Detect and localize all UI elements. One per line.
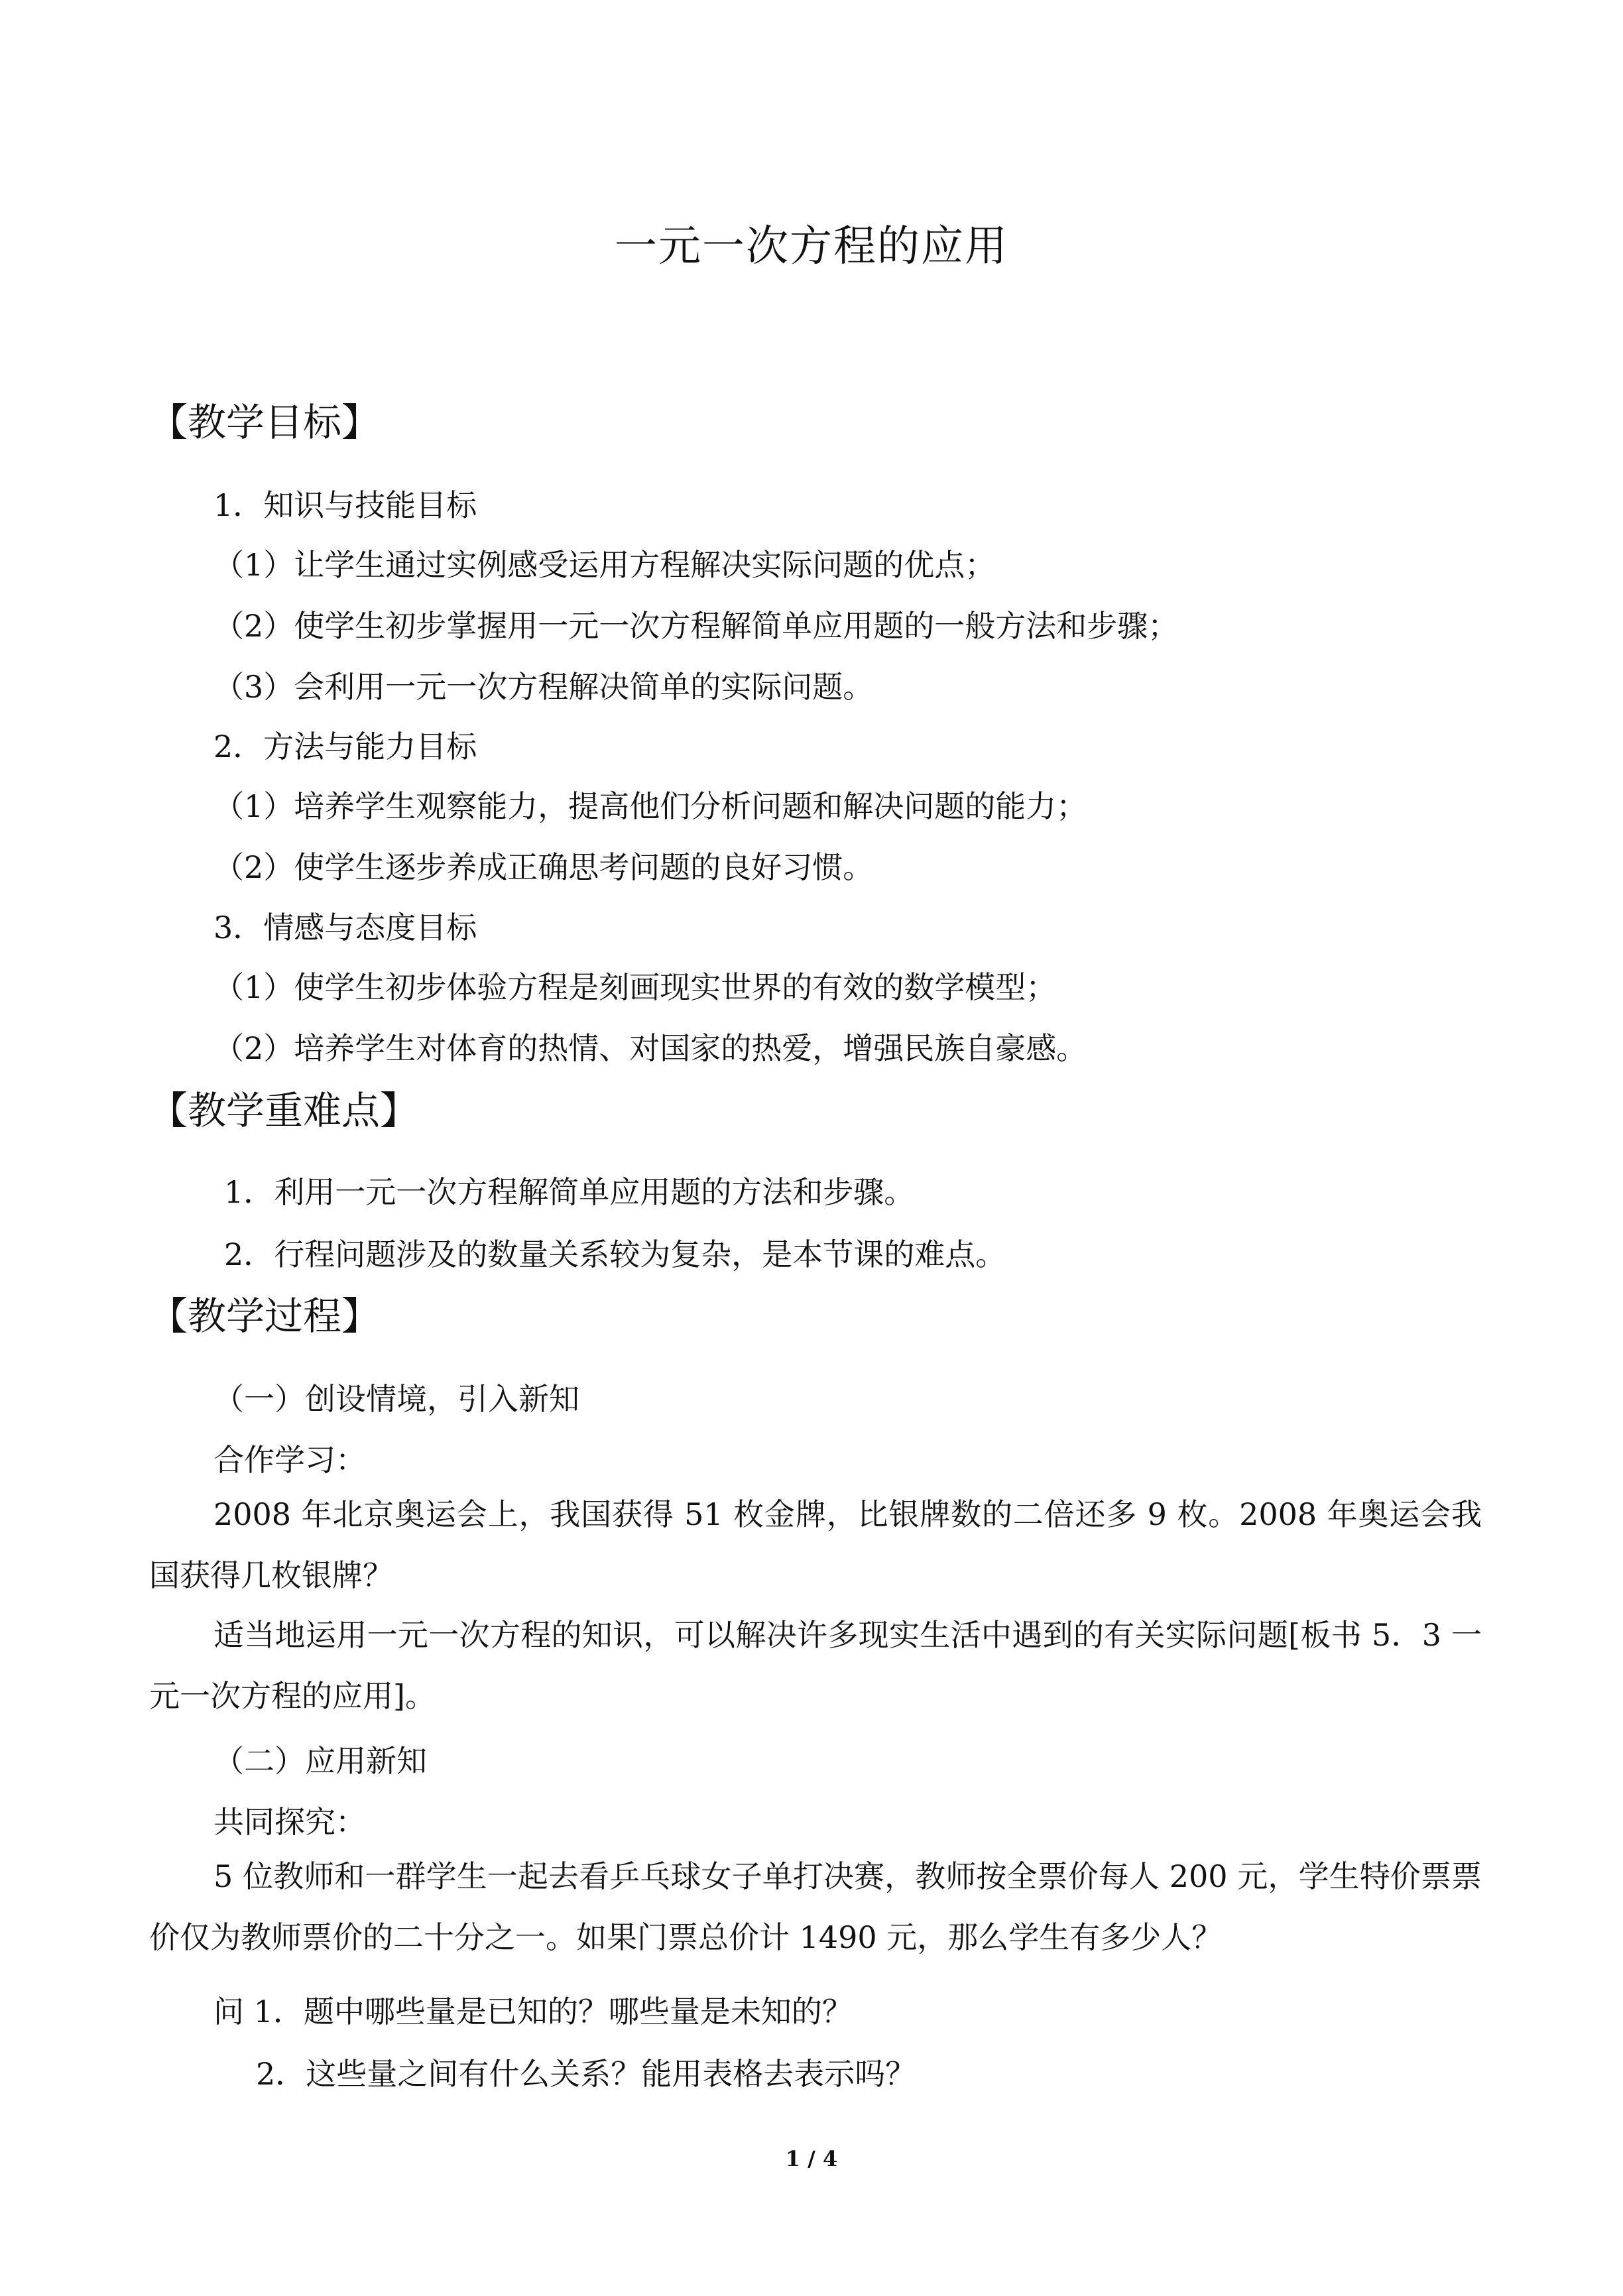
objective-item: （1）培养学生观察能力，提高他们分析问题和解决问题的能力； <box>213 788 1087 824</box>
intro-paragraph: 适当地运用一元一次方程的知识，可以解决许多现实生活中遇到的有关实际问题[板书 5．3 一元一次方程的应用]。 <box>149 1617 1482 1714</box>
process-part-title: （一）创设情境，引入新知 <box>213 1381 579 1417</box>
objective-item: （2）使学生初步掌握用一元一次方程解简单应用题的一般方法和步骤； <box>213 608 1179 644</box>
document-title: 一元一次方程的应用 <box>615 222 1008 271</box>
objective-item: （1）让学生通过实例感受运用方程解决实际问题的优点； <box>213 547 996 583</box>
section-heading-key-points: 【教学重难点】 <box>149 1088 419 1133</box>
problem-paragraph: 2008 年北京奥运会上，我国获得 51 枚金牌，比银牌数的二倍还多 9 枚。2008 年奥运会我国获得几枚银牌？ <box>149 1496 1482 1593</box>
section-heading-objectives: 【教学目标】 <box>149 400 381 445</box>
problem-paragraph: 5 位教师和一群学生一起去看乒乓球女子单打决赛，教师按全票价每人 200 元，学生特价票票价仅为教师票价的二十分之一。如果门票总价计 1490 元，那么学生有多少人？ <box>149 1858 1482 1955</box>
question-item: 问 1．题中哪些量是已知的？哪些量是未知的？ <box>213 1994 853 2029</box>
explore-label: 共同探究： <box>213 1804 366 1840</box>
objective-item: （2）使学生逐步养成正确思考问题的良好习惯。 <box>213 849 874 885</box>
section-heading-process: 【教学过程】 <box>149 1294 381 1339</box>
cooperative-label: 合作学习： <box>213 1442 366 1478</box>
objective-item: （3）会利用一元一次方程解决简单的实际问题。 <box>213 669 874 705</box>
question-item: 2．这些量之间有什么关系？能用表格去表示吗？ <box>256 2056 916 2092</box>
objective-item: （2）培养学生对体育的热情、对国家的热爱，增强民族自豪感。 <box>213 1030 1087 1066</box>
objective-item: （1）使学生初步体验方程是刻画现实世界的有效的数学模型； <box>213 969 1057 1005</box>
objective-subheading-3: 3．情感与态度目标 <box>213 910 477 945</box>
objective-subheading-2: 2．方法与能力目标 <box>213 729 477 764</box>
process-part-title: （二）应用新知 <box>213 1743 427 1779</box>
page-number: 1 / 4 <box>785 2146 838 2171</box>
key-point-item: 2．行程问题涉及的数量关系较为复杂，是本节课的难点。 <box>224 1237 1006 1272</box>
objective-subheading-1: 1．知识与技能目标 <box>213 487 477 523</box>
key-point-item: 1．利用一元一次方程解简单应用题的方法和步骤。 <box>224 1174 915 1210</box>
